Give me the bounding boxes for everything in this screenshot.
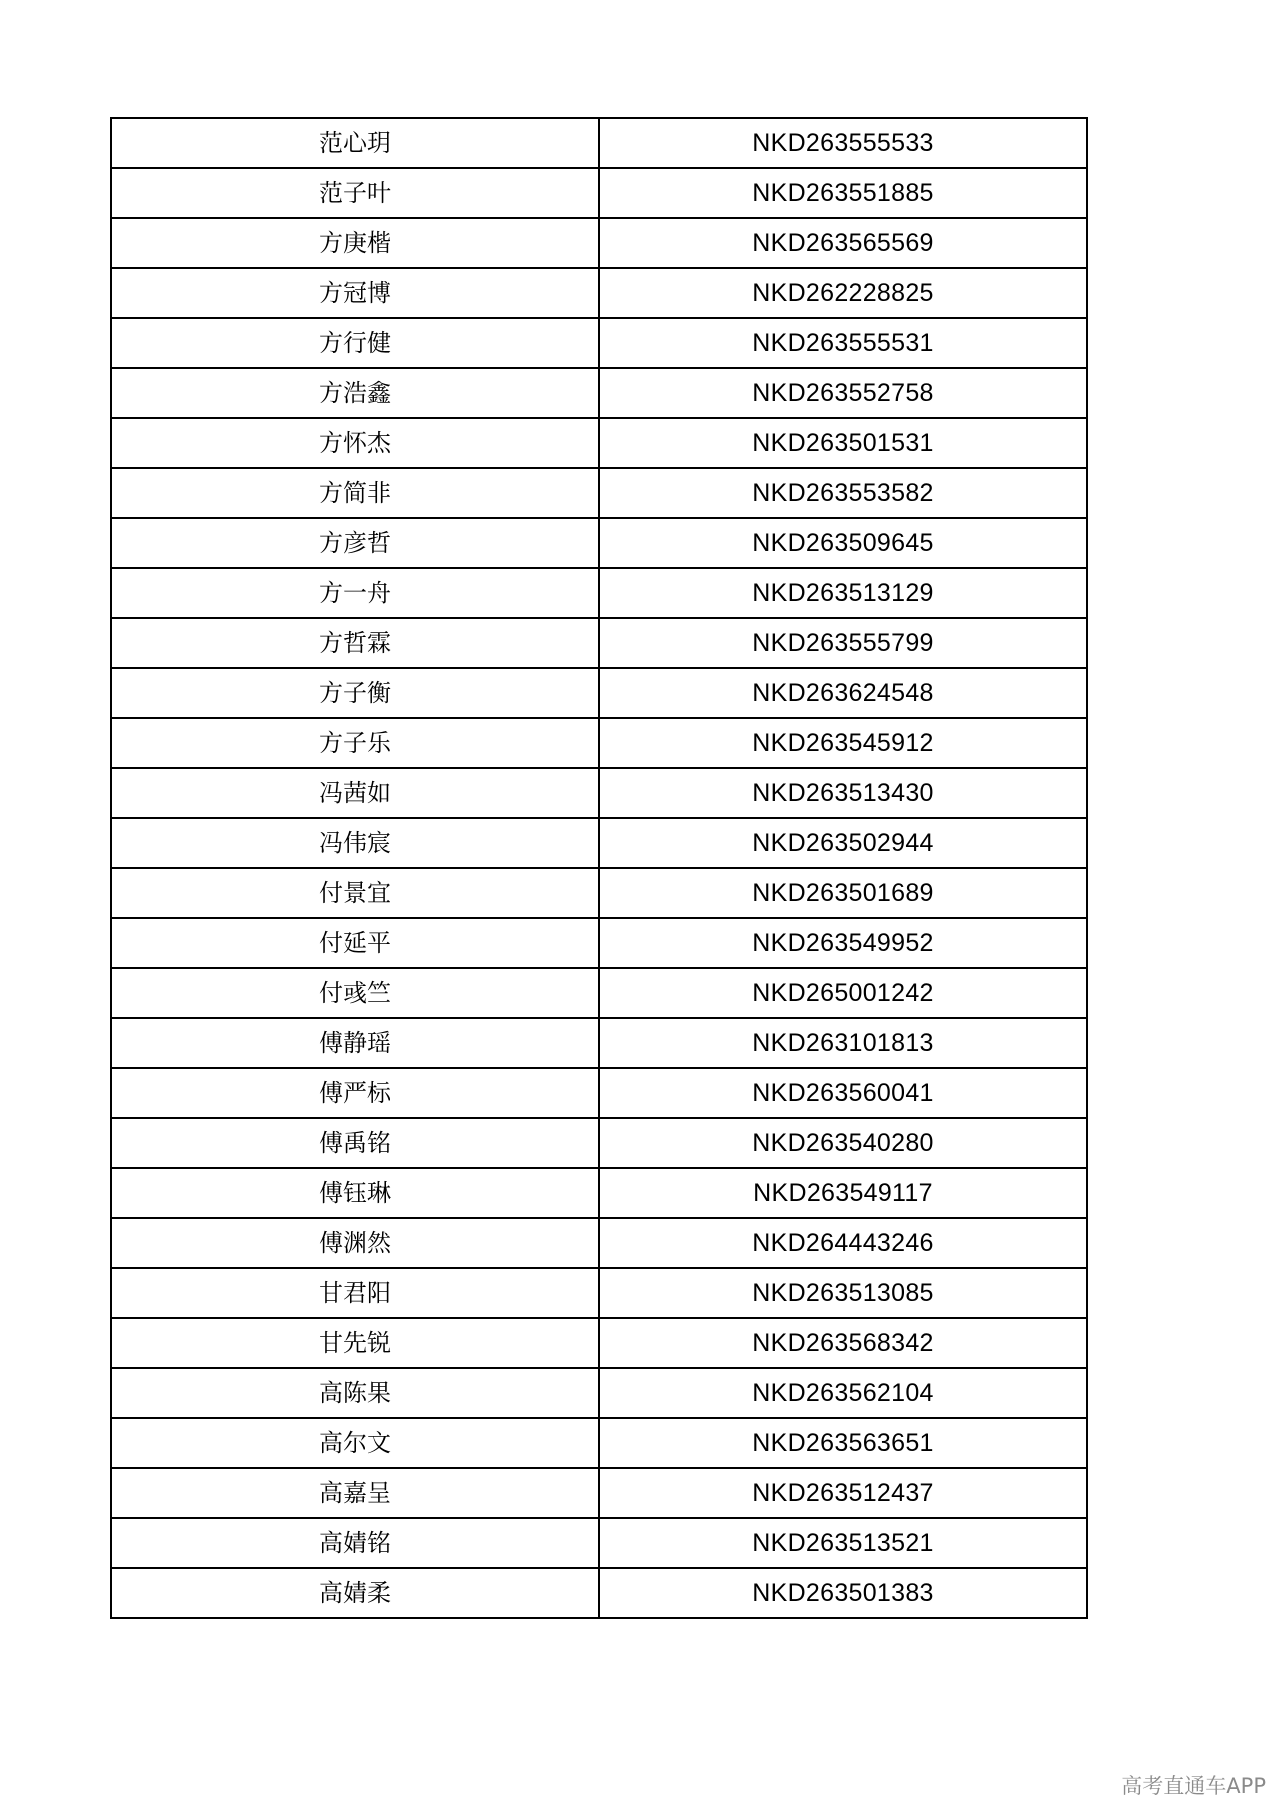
table-row xyxy=(111,1018,1087,1068)
student-name-cell: 方浩鑫 xyxy=(111,368,599,418)
student-name-cell: 傅严标 xyxy=(111,1068,599,1118)
student-id-cell: NKD263501689 xyxy=(599,868,1087,918)
student-name-cell: 方子衡 xyxy=(111,668,599,718)
student-id-cell: NKD263545912 xyxy=(599,718,1087,768)
student-name-cell: 范心玥 xyxy=(111,118,599,168)
table-row xyxy=(111,218,1087,268)
table-body xyxy=(111,118,1087,1618)
table-row xyxy=(111,568,1087,618)
student-id-cell: NKD265001242 xyxy=(599,968,1087,1018)
student-name-cell: 高尔文 xyxy=(111,1418,599,1468)
student-id-cell: NKD263555531 xyxy=(599,318,1087,368)
student-id-cell: NKD263565569 xyxy=(599,218,1087,268)
student-id-cell: NKD263501531 xyxy=(599,418,1087,468)
student-id-cell: NKD263555799 xyxy=(599,618,1087,668)
table-row xyxy=(111,1568,1087,1618)
student-name-cell: 冯伟宸 xyxy=(111,818,599,868)
table-row xyxy=(111,168,1087,218)
student-name-cell: 高陈果 xyxy=(111,1368,599,1418)
table-row xyxy=(111,468,1087,518)
student-id-cell: NKD263502944 xyxy=(599,818,1087,868)
student-name-cell: 方哲霖 xyxy=(111,618,599,668)
student-id-cell: NKD263563651 xyxy=(599,1418,1087,1468)
student-id-cell: NKD263549117 xyxy=(599,1168,1087,1218)
student-id-cell: NKD263624548 xyxy=(599,668,1087,718)
watermark-text: 高考直通车APP xyxy=(1121,1774,1266,1798)
student-id-cell: NKD263101813 xyxy=(599,1018,1087,1068)
student-id-cell: NKD263555533 xyxy=(599,118,1087,168)
student-id-cell: NKD263562104 xyxy=(599,1368,1087,1418)
table-row xyxy=(111,818,1087,868)
student-name-cell: 方简非 xyxy=(111,468,599,518)
table-row xyxy=(111,518,1087,568)
table-row xyxy=(111,1418,1087,1468)
table-row xyxy=(111,968,1087,1018)
student-id-cell: NKD264443246 xyxy=(599,1218,1087,1268)
student-id-cell: NKD263501383 xyxy=(599,1568,1087,1618)
student-id-cell: NKD263512437 xyxy=(599,1468,1087,1518)
admission-list-table xyxy=(110,117,1088,1619)
student-name-cell: 付彧竺 xyxy=(111,968,599,1018)
student-id-cell: NKD263552758 xyxy=(599,368,1087,418)
student-name-cell: 高婧铭 xyxy=(111,1518,599,1568)
student-name-cell: 方一舟 xyxy=(111,568,599,618)
student-id-cell: NKD263513129 xyxy=(599,568,1087,618)
student-id-cell: NKD263549952 xyxy=(599,918,1087,968)
student-name-cell: 方庚楷 xyxy=(111,218,599,268)
table-row xyxy=(111,718,1087,768)
table-row xyxy=(111,1318,1087,1368)
student-name-cell: 方子乐 xyxy=(111,718,599,768)
table-row xyxy=(111,1268,1087,1318)
student-id-cell: NKD263568342 xyxy=(599,1318,1087,1368)
student-name-cell: 付景宜 xyxy=(111,868,599,918)
student-id-cell: NKD263509645 xyxy=(599,518,1087,568)
table-row xyxy=(111,668,1087,718)
student-id-cell: NKD263513085 xyxy=(599,1268,1087,1318)
student-name-cell: 傅静瑶 xyxy=(111,1018,599,1068)
student-id-cell: NKD263560041 xyxy=(599,1068,1087,1118)
student-id-cell: NKD263551885 xyxy=(599,168,1087,218)
student-name-cell: 方冠博 xyxy=(111,268,599,318)
student-name-cell: 高婧柔 xyxy=(111,1568,599,1618)
table-row xyxy=(111,1468,1087,1518)
student-name-cell: 范子叶 xyxy=(111,168,599,218)
table-row xyxy=(111,768,1087,818)
table-row xyxy=(111,1218,1087,1268)
student-name-cell: 傅禹铭 xyxy=(111,1118,599,1168)
student-id-cell: NKD262228825 xyxy=(599,268,1087,318)
student-id-cell: NKD263513430 xyxy=(599,768,1087,818)
student-name-cell: 甘先锐 xyxy=(111,1318,599,1368)
student-name-cell: 方行健 xyxy=(111,318,599,368)
table-row xyxy=(111,868,1087,918)
student-name-cell: 高嘉呈 xyxy=(111,1468,599,1518)
student-name-cell: 付延平 xyxy=(111,918,599,968)
table-row xyxy=(111,418,1087,468)
table-row xyxy=(111,118,1087,168)
table-row xyxy=(111,1118,1087,1168)
table-row xyxy=(111,318,1087,368)
student-id-cell: NKD263540280 xyxy=(599,1118,1087,1168)
student-name-cell: 傅钰琳 xyxy=(111,1168,599,1218)
table-row xyxy=(111,268,1087,318)
student-name-cell: 方怀杰 xyxy=(111,418,599,468)
table-row xyxy=(111,918,1087,968)
student-name-cell: 冯茜如 xyxy=(111,768,599,818)
table-row xyxy=(111,1068,1087,1118)
student-id-cell: NKD263553582 xyxy=(599,468,1087,518)
table-row xyxy=(111,1168,1087,1218)
table-row xyxy=(111,1518,1087,1568)
student-name-cell: 傅渊然 xyxy=(111,1218,599,1268)
student-name-cell: 方彦哲 xyxy=(111,518,599,568)
table-row xyxy=(111,1368,1087,1418)
student-name-cell: 甘君阳 xyxy=(111,1268,599,1318)
student-id-cell: NKD263513521 xyxy=(599,1518,1087,1568)
table-row xyxy=(111,368,1087,418)
table-row xyxy=(111,618,1087,668)
